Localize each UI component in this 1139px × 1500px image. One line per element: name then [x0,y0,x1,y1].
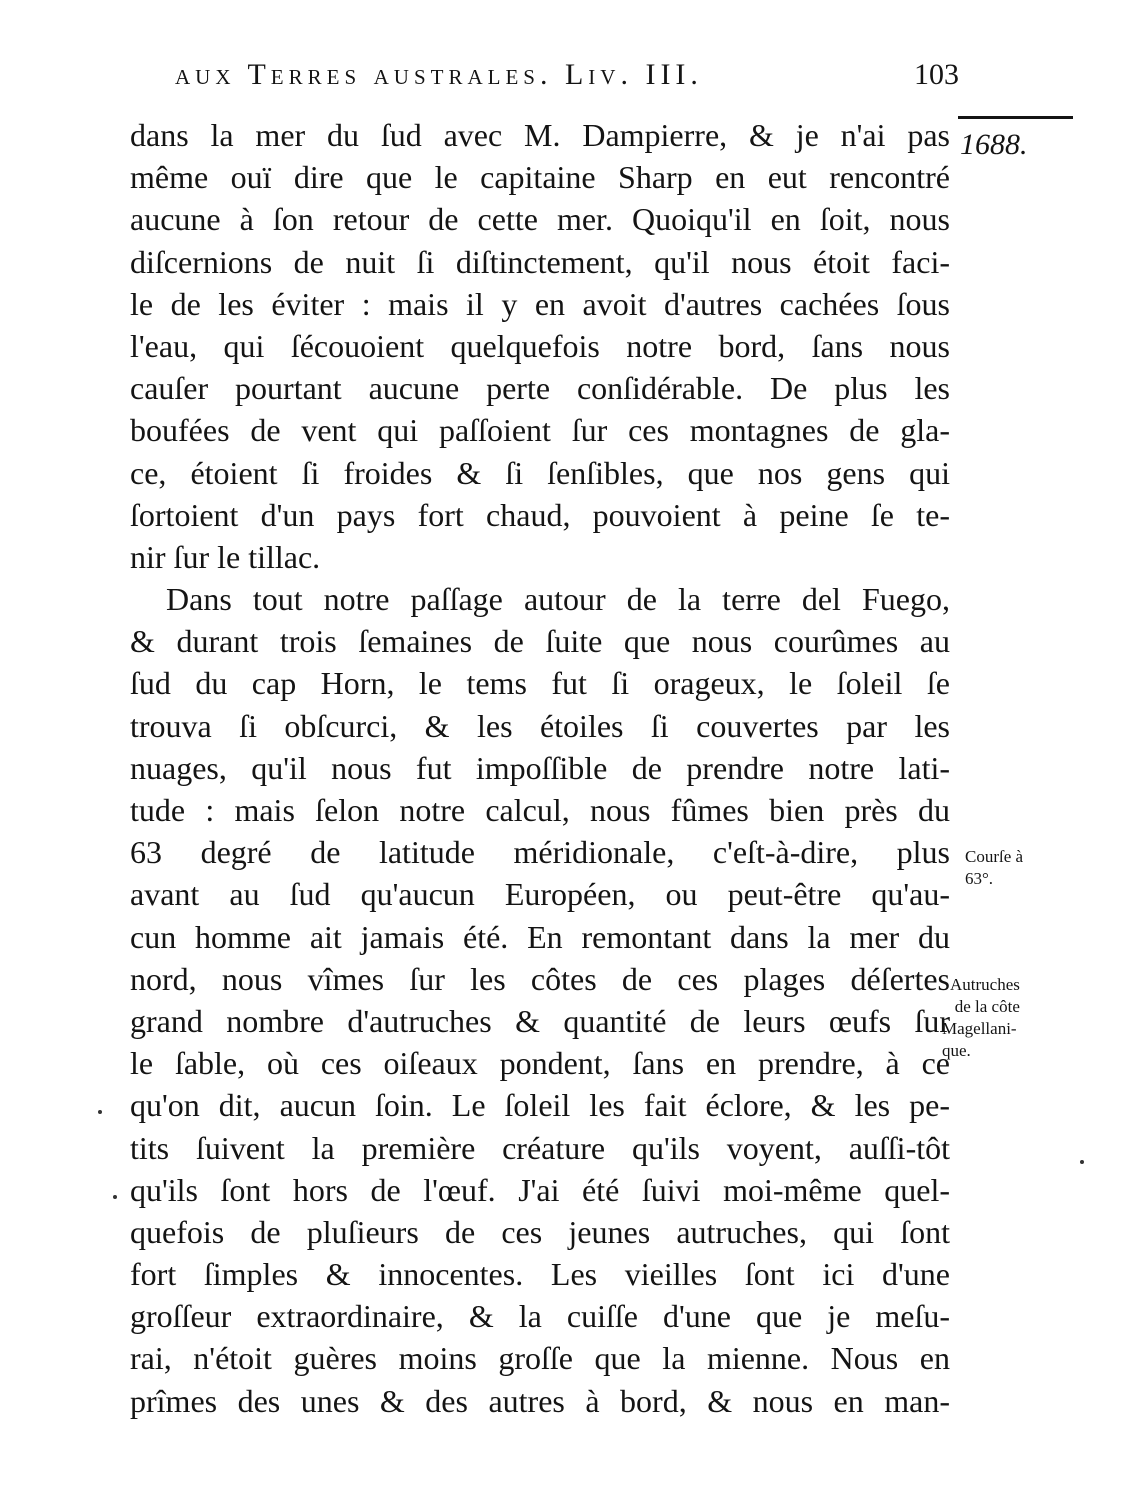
text-line: qu'ils ſont hors de l'œuf. J'ai été ſuivi moi-même quel- [130,1171,950,1208]
text-line: qu'on dit, aucun ſoin. Le ſoleil les fait éclore, & les pe- [130,1087,950,1124]
text-line: ce, étoient ſi froides & ſi ſenſibles, que nos gens qui [130,454,950,491]
text-line: diſcernions de nuit ſi diſtinctement, qu'il nous étoit faci- [130,243,950,280]
side-note-line: Autruches [950,975,1020,994]
margin-year: 1688. [960,128,1028,161]
text-line: nuages, qu'il nous fut impoſſible de prendre notre lati- [130,749,950,786]
side-note-line: Courſe à [965,847,1024,866]
text-line: Dans tout notre paſſage autour de la terre del Fuego, [166,581,950,618]
text-line: rai, n'étoit guères moins groſſe que la mienne. Nous en [130,1340,950,1377]
ink-speck [1080,1160,1084,1164]
text-line: dans la mer du ſud avec M. Dampierre, & je n'ai pas [130,117,950,153]
text-line: quefois de pluſieurs de ces jeunes autruches, qui ſont [130,1213,950,1250]
text-line: nir ſur le tillac. [130,538,321,575]
text-line: trouva ſi obſcurci, & les étoiles ſi couvertes par les [130,707,950,744]
side-note-line: Magellani- [942,1019,1017,1038]
text-line: cauſer pourtant aucune perte conſidérable. De plus les [130,370,950,407]
text-line: & durant trois ſemaines de ſuite que nous courûmes au [130,623,950,660]
text-line: aucune à ſon retour de cette mer. Quoiqu'il en ſoit, nous [130,201,950,238]
margin-rule [958,116,1073,119]
text-line: ſud du cap Horn, le tems fut ſi orageux, le ſoleil ſe [130,665,950,702]
text-line: même ouï dire que le capitaine Sharp en eut rencontré [130,159,950,196]
side-note-line: 63°. [965,869,994,888]
text-line: fort ſimples & innocentes. Les vieilles ſont ici d'une [130,1256,950,1293]
side-note-course [965,846,1023,890]
ink-speck [113,1195,117,1199]
text-line: groſſeur extraordinaire, & la cuiſſe d'une que je meſu- [130,1298,950,1335]
side-note-line: que. [942,1041,971,1060]
text-line: le ſable, où ces oiſeaux pondent, ſans en prendre, à ce [130,1045,950,1082]
side-note-line: de la côte [954,997,1020,1016]
text-line: tits ſuivent la première créature qu'ils voyent, auſſi-tôt [130,1129,950,1166]
text-line: boufées de vent qui paſſoient ſur ces montagnes de gla- [130,412,950,449]
body-text [130,114,950,1422]
text-line: prîmes des unes & des autres à bord, & nous en man- [130,1382,950,1419]
text-line: 63 degré de latitude méridionale, c'eſt-à-dire, plus [130,834,950,871]
text-line: le de les éviter : mais il y en avoit d'autres cachées ſous [130,285,950,322]
text-line: grand nombre d'autruches & quantité de leurs œufs ſur [130,1002,950,1039]
text-line: cun homme ait jamais été. En remontant dans la mer du [130,918,950,955]
side-note-autruches [942,974,1020,1062]
text-line: l'eau, qui ſécouoient quelquefois notre bord, ſans nous [130,327,950,364]
running-head [175,58,975,98]
page-number: 103 [914,58,959,91]
text-line: nord, nous vîmes ſur les côtes de ces plages déſertes [130,960,950,997]
text-line: ſortoient d'un pays fort chaud, pouvoient à peine ſe te- [130,496,950,533]
text-line: tude : mais ſelon notre calcul, nous fûmes bien près du [130,792,950,828]
text-line: avant au ſud qu'aucun Européen, ou peut-être qu'au- [130,876,950,913]
running-title: aux Terres australes. Liv. III. [175,58,703,91]
ink-speck [98,1110,102,1114]
